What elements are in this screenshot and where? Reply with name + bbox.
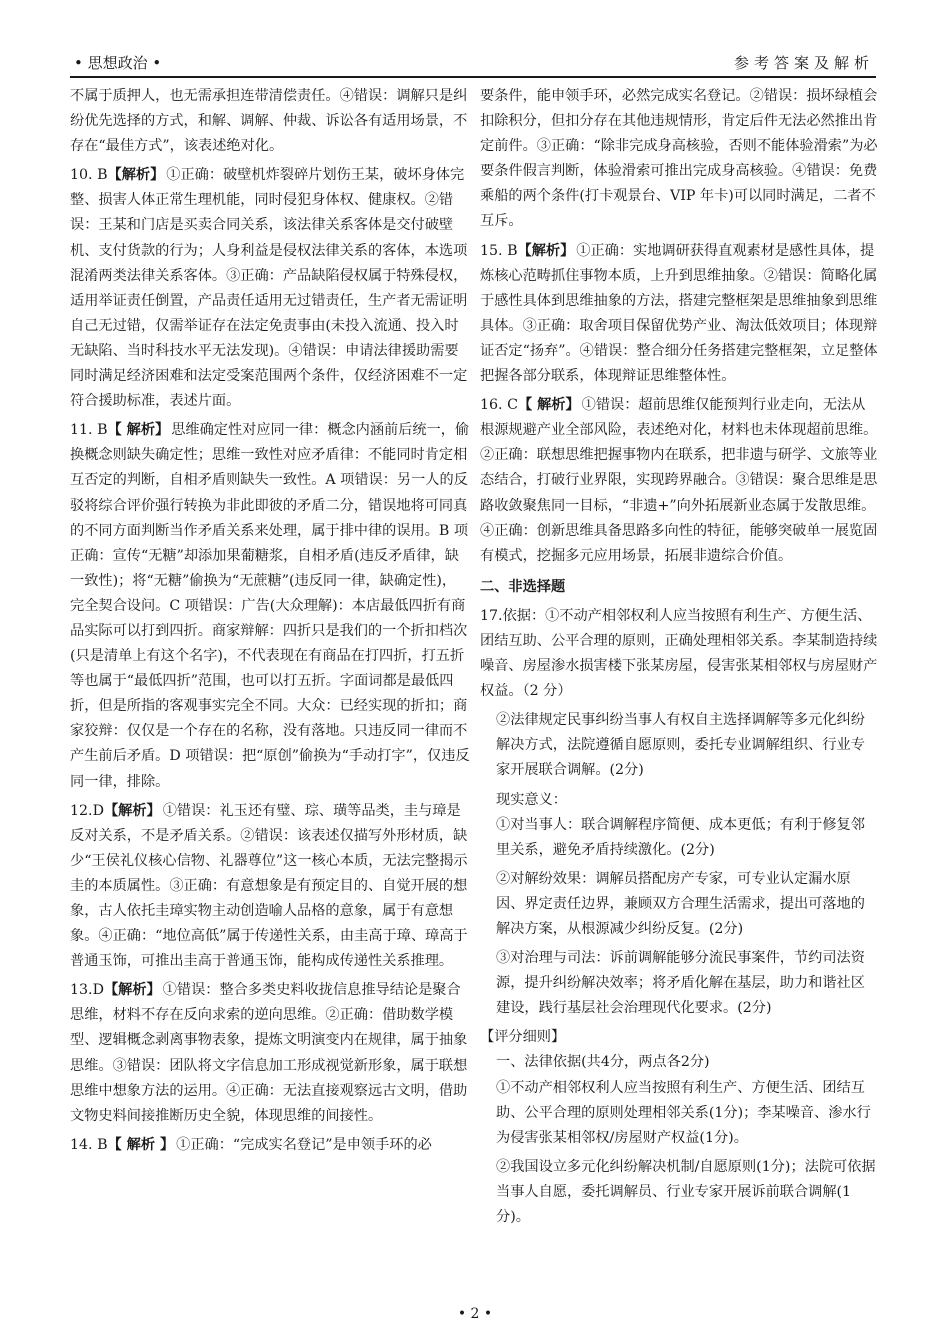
analysis-tag: 【解析】 [103, 982, 161, 999]
right-column [480, 84, 878, 1234]
analysis-tag: 【解析】 [103, 802, 161, 819]
answer-text: ①错误：整合多类史料收拢信息推导结论是聚合思维，材料不存在反向求索的逆向思维。②正确：借助数学模型、逻辑概念剥离事物表象，提炼文明演变内在规律，属于抽象思维。③错误：团队将文字信息加工形成视觉新形象，属于联想思维中想象方法的运用。④正确：无法直接观察远古文明，借助文物史料间接推断历史全貌，体现思维的间接性。 [70, 982, 468, 1124]
scoring-title: 【评分细则】 [480, 1029, 566, 1046]
answer-text: ①正确：“完成实名登记”是申领手环的必 [176, 1136, 432, 1153]
answer-13 [70, 978, 470, 1129]
left-column [70, 84, 470, 1162]
meaning-title: 现实意义： [496, 791, 567, 808]
answer-text: 思维确定性对应同一律：概念内涵前后统一，偷换概念则缺失确定性；思维一致性对应矛盾律：不能同时肯定相互否定的判断，自相矛盾则缺失一致性。A 项错误：另一人的反驳将综合评价强行转换为非此即彼的矛盾二分，错误地将可同真的不同方面判断当作矛盾关系来处理，属于排中律的误用。B 项正确：宣传“无糖”却添加果葡糖浆，自相矛盾(违反矛盾律，缺一致性)；将“无糖”偷换为“无蔗糖”(违反同一律，缺确定性)，完全契合设问。C 项错误：广告(大众理解)：本店最低四折有商品实际可以打到四折。商家辩解：四折只是我们的一个折扣档次(只是清单上有这个名字)，不代表现在有商品在打四折，打五折等也属于“最低四折”范围，也可以打五折。字面词都是最低四折，但是所指的客观事实完全不同。大众：已经实现的折扣；商家狡辩：仅仅是一个存在的名称，没有落地。只违反同一律而不产生前后矛盾。D 项错误：把“原创”偷换为“手动打字”，仅违反同一律，排除。 [70, 422, 470, 790]
page-number: • 2 • [457, 1306, 493, 1322]
answer-number: 15. B [480, 242, 518, 259]
continued-answer-9: 不属于质押人，也无需承担连带清偿责任。④错误：调解只是纠纷优先选择的方式，和解、调解、仲裁、诉讼各有适用场景，不存在“最佳方式”，该表述绝对化。 [70, 88, 468, 155]
analysis-tag: 【解析】 [107, 167, 165, 184]
answer-number: 11. B [70, 422, 108, 439]
scoring-part-1-title: 一、法律依据(共4分，两点各2分) [496, 1054, 710, 1071]
answer-17-basis [480, 604, 878, 704]
answer-16 [480, 393, 878, 569]
answer-text: ①正确：实地调研获得直观素材是感性具体，提炼核心范畴抓住事物本质，上升到思维抽象。②错误：简略化属于感性具体到思维抽象的方法，搭建完整框架是思维抽象到思维具体。③正确：取舍项目保留优势产业、淘汰低效项目；体现辩证否定“扬弃”。④错误：整合细分任务搭建完整框架，立足整体把握各部分联系，体现辩证思维整体性。 [480, 242, 878, 385]
scoring-point-2: ②我国设立多元化纠纷解决机制/自愿原则(1分)；法院可依据当事人自愿，委托调解员、行业专家开展诉前联合调解(1分)。 [496, 1158, 876, 1226]
answer-text: ①错误：超前思维仅能预判行业走向，无法从根源规避产业全部风险，表述绝对化，材料也未体现超前思维。②正确：联想思维把握事物内在联系，把非遗与研学、文旅等业态结合，打破行业界限，实现跨界融合。③错误：聚合思维是思路收敛聚焦同一目标，“非遗+”向外拓展新业态属于发散思维。④正确：创新思维具备思路多向性的特征，能够突破单一展览固有模式，挖掘多元应用场景，拓展非遗综合价值。 [480, 397, 878, 564]
answer-text: ①错误：礼玉还有璧、琮、璜等品类，圭与璋是反对关系，不是矛盾关系。②错误：该表述仅描写外形材质，缺少“王侯礼仪核心信物、礼器尊位”这一核心本质，无法完整揭示圭的本质属性。③正确：有意想象是有预定目的、自觉开展的想象，古人依托圭璋实物主动创造喻人品格的意象，属于有意想象。④正确：“地位高低”属于传递性关系，由圭高于璋、璋高于普通玉饰，可推出圭高于普通玉饰，能构成传递性关系推理。 [70, 802, 468, 970]
analysis-tag: 【解析】 [517, 242, 575, 259]
header-title: 参考答案及解析 [733, 54, 874, 72]
meaning-point-1: ①对当事人：联合调解程序简便、成本更低；有利于修复邻里关系，避免矛盾持续激化。(2分) [496, 816, 865, 858]
scoring-point-1: ①不动产相邻权利人应当按照有利生产、方便生活、团结互助、公平合理的原则处理相邻关系(1分)；李某噪音、渗水行为侵害张某相邻权/房屋财产权益(1分)。 [496, 1079, 871, 1146]
analysis-tag: 【 解析】 [517, 397, 580, 414]
answer-14 [70, 1133, 470, 1158]
subject-label: • 思想政治 • [74, 54, 162, 72]
answer-text: ①正确：破壁机炸裂碎片划伤王某，破坏身体完整、损害人体正常生理机能，同时侵犯身体权、健康权。②错误：王某和门店是买卖合同关系，该法律关系客体是交付破壁机、支付货款的行为；人身利益是侵权法律关系的客体，本选项混淆两类法律关系客体。③正确：产品缺陷侵权属于特殊侵权，适用举证责任倒置，产品责任适用无过错责任，生产者无需证明自己无过错，仅需举证存在法定免责事由(未投入流通、投入时无缺陷、当时科技水平无法发现)。④错误：申请法律援助需要同时满足经济困难和法定受案范围两个条件，仅经济困难不一定符合援助标准，表述片面。 [70, 167, 468, 410]
section-title: 二、非选择题 [480, 578, 566, 595]
answer-12 [70, 799, 470, 975]
answer-number: 14. B [70, 1136, 108, 1153]
answer-number: 17. [480, 607, 503, 624]
answer-17-basis-2: ②法律规定民事纠纷当事人有权自主选择调解等多元化纠纷解决方式，法院遵循自愿原则，委托专业调解组织、行业专家开展联合调解。(2分) [496, 712, 865, 779]
answer-15 [480, 239, 878, 390]
answer-number: 12.D [70, 802, 104, 819]
answer-11 [70, 418, 470, 794]
answer-number: 16. C [480, 397, 518, 414]
meaning-point-2: ②对解纷效果：调解员搭配房产专家，可专业认定漏水原因、界定责任边界，兼顾双方合理生活需求，提出可落地的解决方案，从根源减少纠纷反复。(2分) [496, 870, 865, 937]
answer-10 [70, 163, 470, 414]
analysis-tag: 【 解析】 [107, 422, 170, 439]
answer-number: 10. B [70, 167, 108, 184]
continued-answer-14: 要条件，能申领手环，必然完成实名登记。②错误：损坏绿植会扣除积分，但扣分存在其他违规情形，肯定后件无法必然推出肯定前件。③正确：“除非完成身高核验，否则不能体验滑索”为必要条件假言判断，体验滑索可推出完成身高核验。④错误：免费乘船的两个条件(打卡观景台、VIP 年卡)可以同时满足，二者不互斥。 [480, 88, 878, 230]
meaning-point-3: ③对治理与司法：诉前调解能够分流民事案件，节约司法资源，提升纠纷解决效率；将矛盾化解在基层，助力和谐社区建设，践行基层社会治理现代化要求。(2分) [496, 950, 865, 1017]
answer-text: 依据：①不动产相邻权利人应当按照有利生产、方便生活、团结互助、公平合理的原则，正确处理相邻关系。李某制造持续噪音、房屋渗水损害楼下张某房屋，侵害张某相邻权与房屋财产权益。（2 分） [480, 607, 878, 700]
analysis-tag: 【 解析 】 [107, 1136, 175, 1153]
page-header [70, 52, 876, 78]
answer-number: 13.D [70, 982, 104, 999]
